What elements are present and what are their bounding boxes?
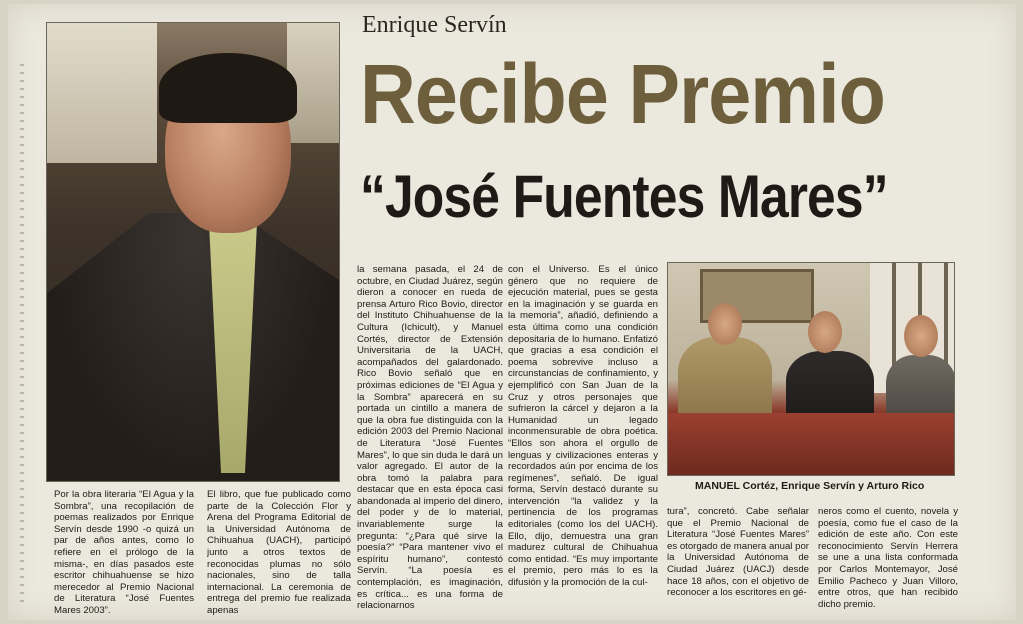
photo-face-right bbox=[904, 315, 938, 357]
column-text: con el Universo. Es el único género que no requiere de ejecución material, pues se gesta en la imaginación y se guarda en la memoria”, añadió, definiendo a esta última como una condición depositaria de lo humano. Enfatizó que gracias a esa condición el poema sobrevive incluso a circunstancias de confinamiento, y ejemplificó con San Juan de la Cruz y otros personajes que sufrieron la cárcel y dejaron a la Humanidad un legado inconmensurable de obra poética. “Ellos son ahora el orgullo de lenguas y civilizaciones enteras y recordados aún por encima de los regímenes”, señaló. De igual forma, Servín destacó durante su intervención “la validez y la pertinencia de los programas editoriales (como los del UACH). Ello, dijo, demuestra una gran madurez cultural de Chihuahua como entidad. “Es muy importante el premio, pero más lo es la difusión y la promoción de la cul- bbox=[508, 264, 658, 589]
article-column-1 bbox=[54, 489, 194, 615]
column-text: El libro, que fue publicado como parte de la Colección Flor y Arena del Programa Editorial de la Universidad Autónoma de Chihuahua (UACH), participó junto a otros textos de reconocidas plumas no sólo nacionales, sino de talla internacional. La ceremonia de entrega del premio fue realizada apenas bbox=[207, 489, 351, 615]
photo-hair bbox=[159, 53, 297, 123]
article-column-6 bbox=[818, 506, 958, 616]
column-text: neros como el cuento, novela y poesía, como fue el caso de la edición de este año. Con este reconocimiento Servín Herrera se une a una lista conformada por Carlos Montemayor, José Emilio Pacheco y Juan Villoro, entre otros, que han recibido dicho premio. bbox=[818, 506, 958, 610]
photo-face-left bbox=[708, 303, 742, 345]
photo-face-center bbox=[808, 311, 842, 353]
article-kicker: Enrique Servín bbox=[362, 12, 507, 38]
photo-caption: MANUEL Cortéz, Enrique Servín y Arturo Rico bbox=[695, 480, 925, 492]
photo-person-left bbox=[678, 337, 772, 423]
article-column-2 bbox=[207, 489, 351, 615]
main-portrait-photo bbox=[46, 22, 340, 482]
column-text: tura”, concretó. Cabe señalar que el Premio Nacional de Literatura “José Fuentes Mares” es otorgado de manera anual por la Universidad Autónoma de Ciudad Juárez (UACJ) desde hace 18 años, con el objetivo de reconocer a los escritores en gé- bbox=[667, 506, 809, 599]
article-column-5 bbox=[667, 506, 809, 616]
photo-jacket bbox=[47, 213, 339, 481]
headline-line-1: Recibe Premio bbox=[360, 47, 885, 141]
press-conference-photo bbox=[667, 262, 955, 476]
article-column-3 bbox=[357, 264, 503, 614]
headline-line-2: “José Fuentes Mares” bbox=[360, 163, 888, 230]
column-text: la semana pasada, el 24 de octubre, en Ciudad Juárez, según dieron a conocer en rueda de prensa Arturo Rico Bovio, director del Instituto Chihuahuense de la Cultura (Ichicult), y Manuel Cortés, director de Extensión Universitaria de la UACH, acompañados del galardonado. Rico Bovio señaló que en próximas ediciones de “El Agua y la Sombra” aparecerá en su portada un cintillo a manera de que la obra fue distinguida con la edición 2003 del Premio Nacional de Literatura “José Fuentes Mares”, lo que sin duda le dará un valor agregado. El autor de la obra tomó la palabra para destacar que en esta época casi abandonada al imperio del dinero, del poder y de lo material, invariablemente surge la pregunta: “¿Para qué sirve la poesía?” “Para mantener vivo el espíritu humano”, contestó Servín. “La poesía es contemplación, es imaginación, es crítica... es una forma de relacionarnos bbox=[357, 264, 503, 612]
article-column-4 bbox=[508, 264, 658, 614]
photo-table bbox=[668, 413, 954, 475]
page-edge-marks bbox=[20, 64, 24, 604]
photo-window bbox=[47, 23, 157, 163]
column-text: Por la obra literaria “El Agua y la Sombra”, una recopilación de poemas realizados por Enrique Servín desde 1990 -o quizá un par de años antes, como lo refiere en el prólogo de la misma-, en días pasados este escritor chihuahuense se hizo merecedor al Premio Nacional de Literatura “José Fuentes Mares 2003”. bbox=[54, 489, 194, 615]
